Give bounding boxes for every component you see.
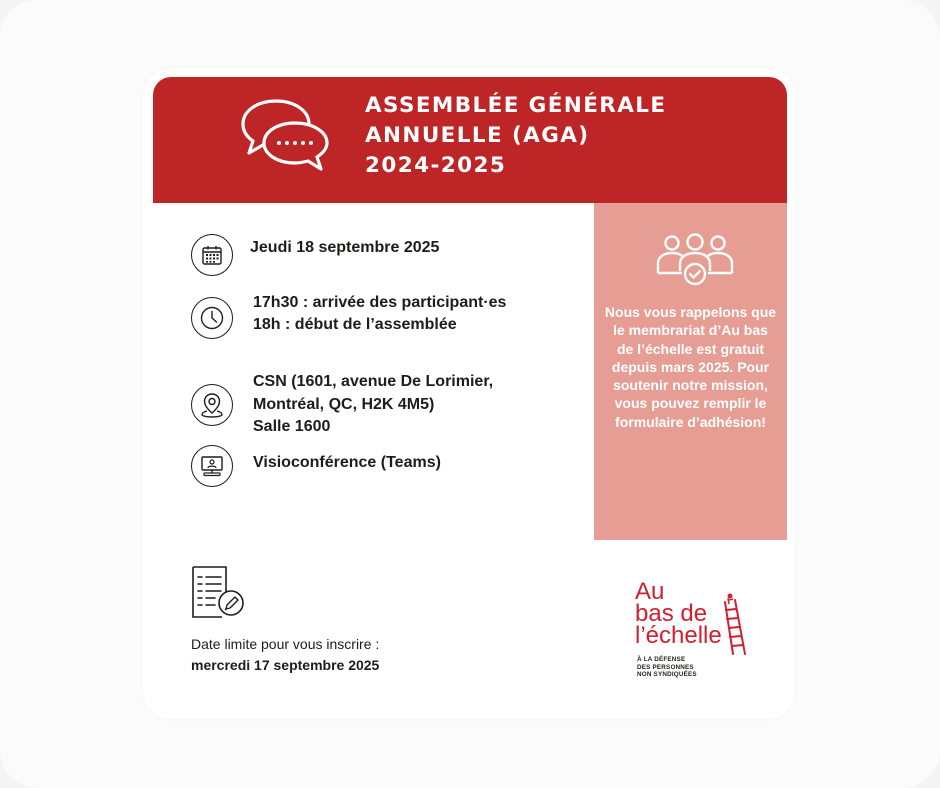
ladder-icon — [719, 592, 753, 658]
tagline-line: À LA DÉFENSE — [637, 656, 686, 663]
group-check-icon — [656, 233, 734, 287]
calendar-icon — [191, 234, 233, 276]
title-line: ANNUELLE (AGA) — [365, 123, 590, 148]
header-banner — [153, 77, 787, 203]
computer-icon — [191, 445, 233, 487]
form-edit-icon — [190, 565, 246, 621]
time-row — [191, 293, 507, 339]
organization-logo — [635, 578, 760, 678]
tagline-line: NON SYNDIQUÉES — [637, 671, 697, 679]
location-line: CSN (1601, avenue De Lorimier, — [253, 373, 494, 390]
registration-deadline — [191, 634, 379, 676]
logo-word: Au — [635, 578, 665, 605]
location-row — [191, 372, 493, 439]
logo-word: bas de — [635, 600, 708, 627]
logo-tagline — [637, 656, 697, 679]
chat-bubbles-icon — [239, 93, 331, 177]
membership-reminder — [594, 203, 787, 540]
clock-icon — [191, 297, 233, 339]
location-pin-icon — [191, 384, 233, 426]
title-line: 2024-2025 — [365, 153, 507, 178]
location-line: Salle 1600 — [253, 418, 331, 435]
event-title — [365, 91, 666, 181]
deadline-label: Date limite pour vous inscrire : — [191, 636, 380, 652]
membership-message: Nous vous rappelons que le membrariat d’Au bas de l’échelle est gratuit depuis mars 2025. Pour soutenir notre mission, vous pouvez remplir le formulaire d’adhésion! — [604, 304, 777, 430]
title-line: ASSEMBLÉE GÉNÉRALE — [365, 93, 667, 118]
deadline-date: mercredi 17 septembre 2025 — [191, 657, 380, 673]
arrival-time: 17h30 : arrivée des participant·es — [253, 293, 507, 311]
online-meeting: Visioconférence (Teams) — [253, 453, 441, 471]
event-date: Jeudi 18 septembre 2025 — [250, 238, 440, 256]
logo-word: l’échelle — [635, 622, 722, 649]
location-line: Montréal, QC, H2K 4M5) — [253, 395, 435, 413]
online-row — [191, 445, 441, 487]
start-time: 18h : début de l’assemblée — [253, 316, 457, 333]
tagline-line: DES PERSONNES — [637, 663, 694, 671]
date-row — [191, 234, 439, 276]
